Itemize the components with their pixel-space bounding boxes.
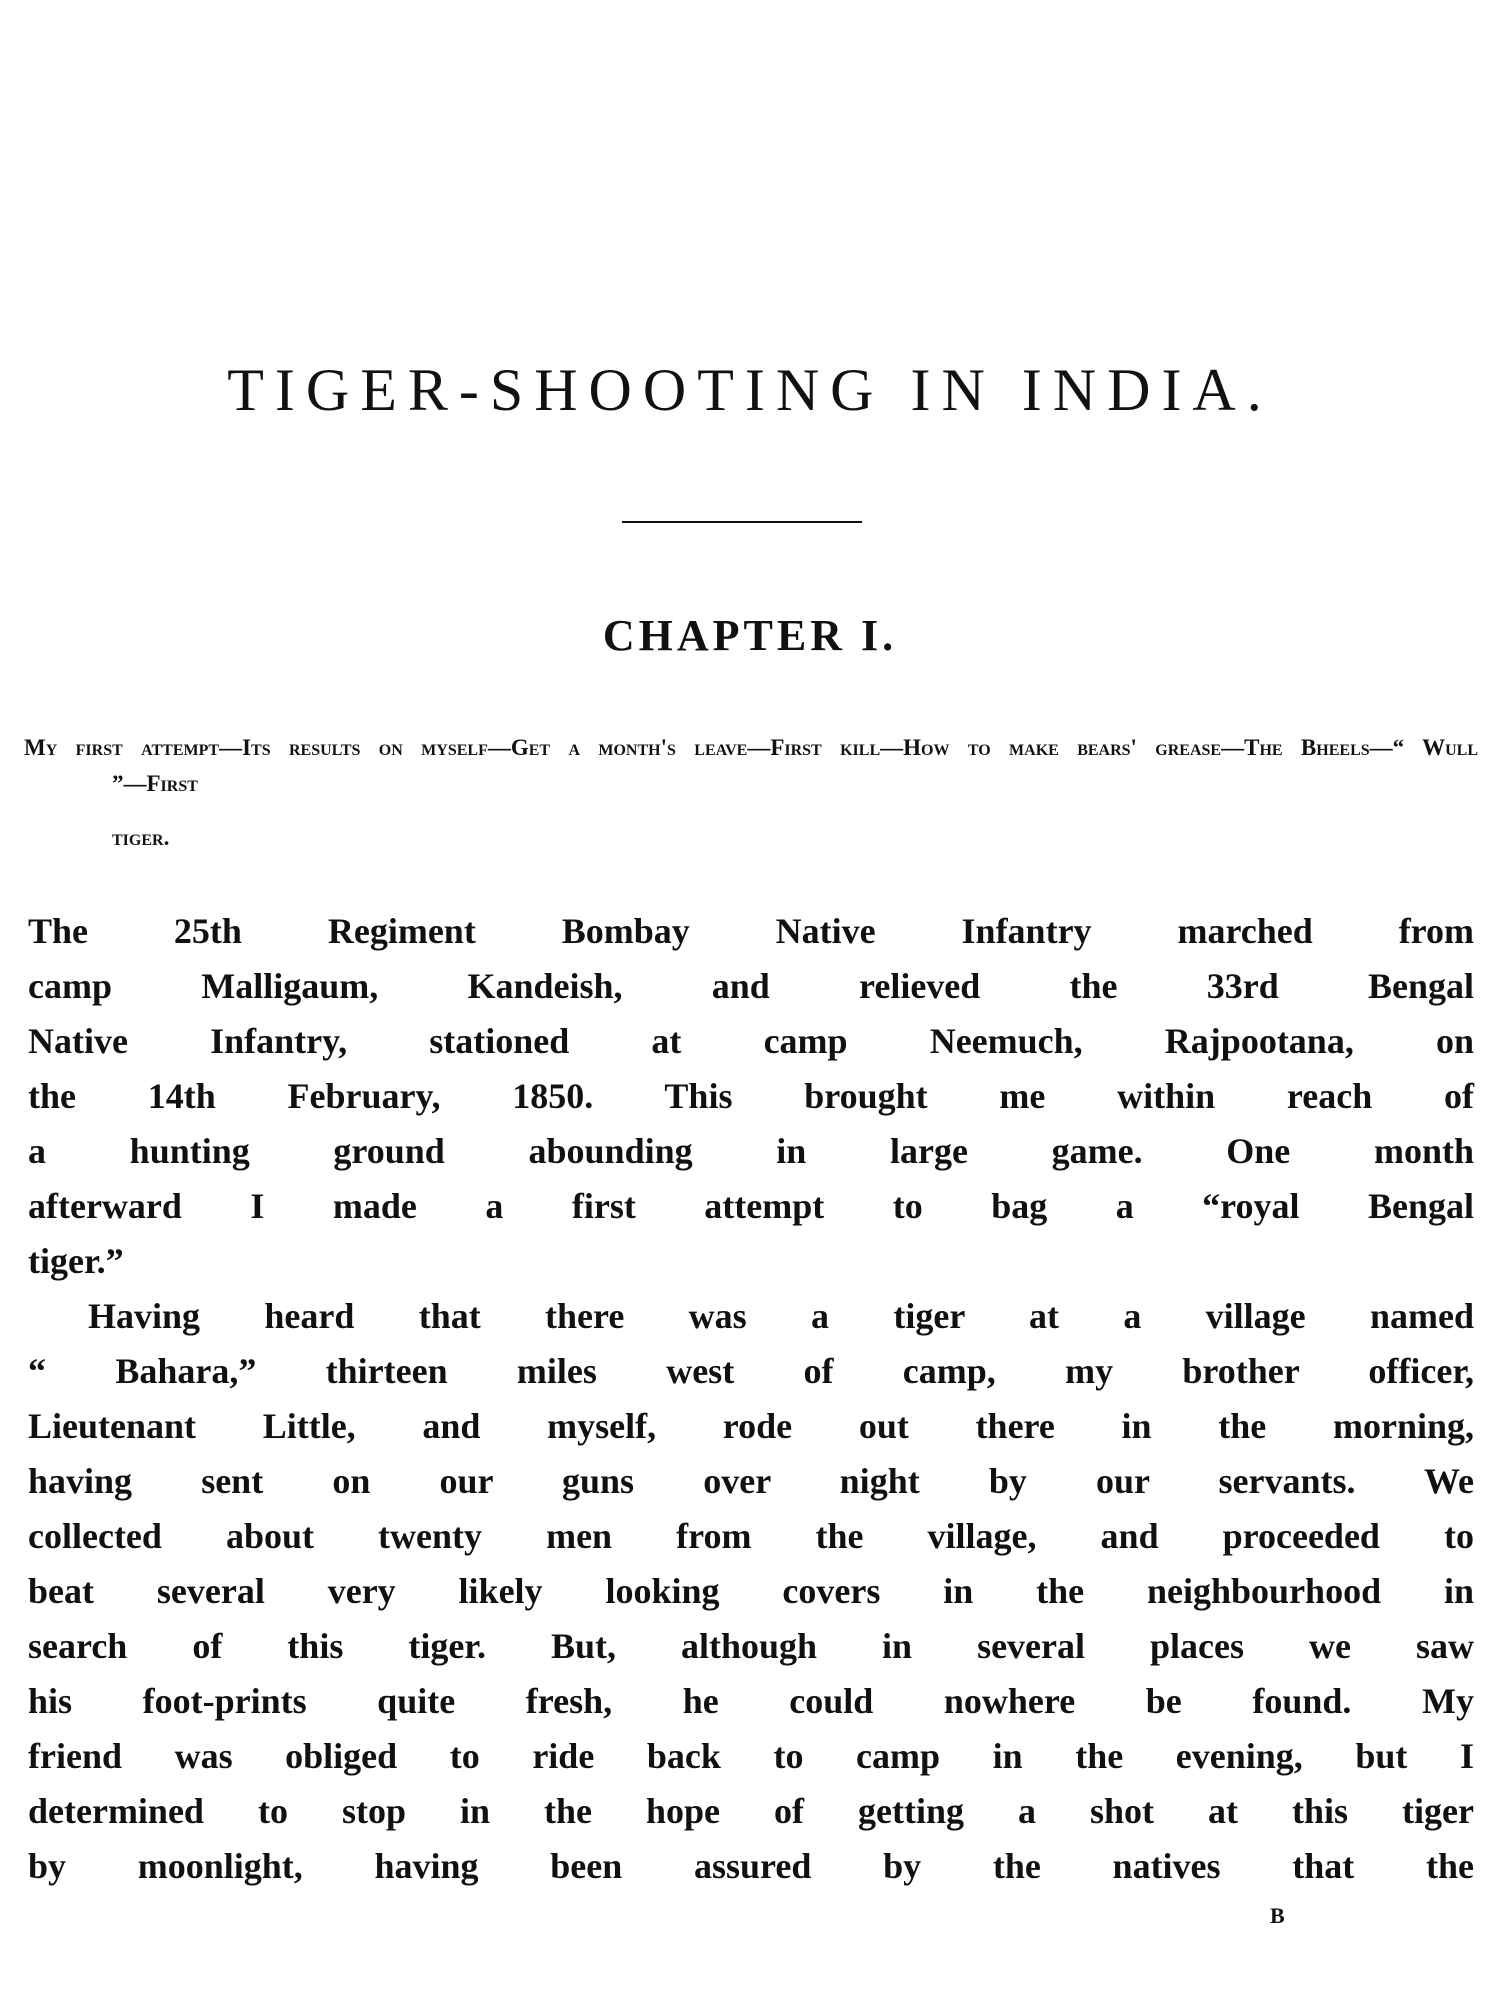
paragraph-1 (28, 904, 1474, 1289)
body-line: determined to stop in the hope of getting a shot at this tiger (28, 1791, 1474, 1831)
body-line: afterward I made a first attempt to bag a “royal Bengal (28, 1186, 1474, 1226)
chapter-synopsis: My first attempt—Its results on myself—Get a month's leave—First kill—How to make bears' grease—The Bheels—“ Wull ”—First (24, 735, 1478, 796)
body-line: his foot-prints quite fresh, he could nowhere be found. My (28, 1681, 1474, 1721)
paragraph-2 (28, 1289, 1474, 1894)
body-line: search of this tiger. But, although in several places we saw (28, 1626, 1474, 1666)
body-line: the 14th February, 1850. This brought me within reach of (28, 1076, 1474, 1116)
body-line: Having heard that there was a tiger at a village named (88, 1296, 1474, 1336)
body-line: camp Malligaum, Kandeish, and relieved the 33rd Bengal (28, 966, 1474, 1006)
body-line: beat several very likely looking covers in the neighbourhood in (28, 1571, 1474, 1611)
book-title: TIGER-SHOOTING IN INDIA. (227, 357, 1273, 423)
signature-mark: B (1270, 1903, 1285, 1928)
body-line: a hunting ground abounding in large game. One month (28, 1131, 1474, 1171)
body-line: tiger.” (28, 1241, 124, 1281)
body-line: friend was obliged to ride back to camp in the evening, but I (28, 1736, 1474, 1776)
chapter-synopsis-end: tiger. (112, 825, 170, 850)
body-line: Lieutenant Little, and myself, rode out there in the morning, (28, 1406, 1474, 1446)
body-line: Native Infantry, stationed at camp Neemuch, Rajpootana, on (28, 1021, 1474, 1061)
chapter-heading: CHAPTER I. (602, 611, 898, 660)
body-line: “ Bahara,” thirteen miles west of camp, my brother officer, (28, 1351, 1474, 1391)
title-rule (622, 521, 862, 523)
body-line: having sent on our guns over night by our servants. We (28, 1461, 1474, 1501)
body-line: The 25th Regiment Bombay Native Infantry marched from (28, 911, 1474, 951)
body-line: collected about twenty men from the village, and proceeded to (28, 1516, 1474, 1556)
body-line: by moonlight, having been assured by the natives that the (28, 1846, 1474, 1886)
chapter-body (28, 904, 1474, 1894)
